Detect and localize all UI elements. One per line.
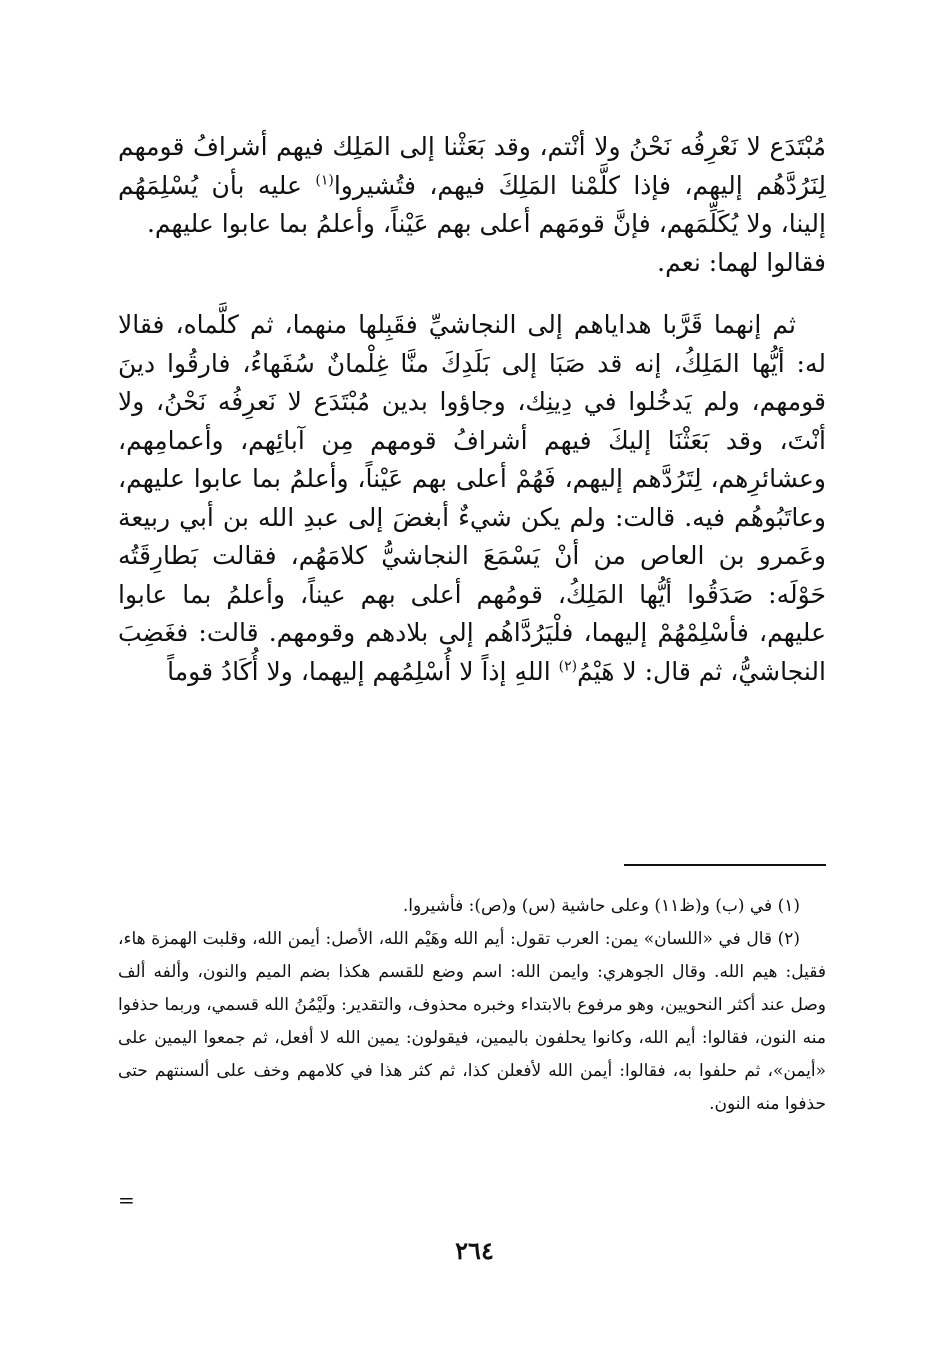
paragraph-1-text-end: عليه بأن يُسْلِمَهُم إلينا، ولا يُكَلِّمَهم، فإنَّ قومَهم أعلى بهم عَيْناً، وأعلمُ بما عابوا عليهم.: [118, 170, 826, 238]
footnote-1: (١) في (ب) و(ظ١١) وعلى حاشية (س) و(ص): فأشيروا.: [402, 896, 800, 916]
paragraph-gap: [118, 282, 826, 306]
footnote-continuation-mark: =: [118, 1188, 135, 1212]
paragraph-3: [118, 306, 826, 691]
paragraph-1: [118, 128, 826, 244]
main-text: [118, 128, 826, 691]
paragraph-3-text: ثم إنهما قَرَّبا هداياهم إلى النجاشيِّ فقَبِلها منهما، ثم كلَّماه، فقالا له: أيُّها المَلِكُ، إنه قد صَبَا إلى بَلَدِكَ منَّا غِلْمانٌ سُفَهاءُ، فارقُوا دينَ قومهم، ولم يَدخُلوا في دِينِك، وجاؤوا بدين مُبْتَدَع لا نَعرِفُه نَحْنُ، ولا أنْتَ، وقد بَعَثْنَا إليكَ فيهم أشرافُ قومهم مِن آبائِهم، وأعمامِهم، وعشائرِهم، لِتَرُدَّهم إليهم، فَهُمْ أعلى بهم عَيْناً، وأعلمُ بما عابوا عليهم، وعاتَبُوهُم فيه. قالت: ولم يكن شيءٌ أبغضَ إلى عبدِ الله بن أبي ربيعة وعَمرو بن العاص من أنْ يَسْمَعَ النجاشيُّ كلامَهُم، فقالت بَطارِقَتُه حَوْلَه: صَدَقُوا أيُّها المَلِكُ، قومُهم أعلى بهم عيناً، وأعلمُ بما عابوا عليهم، فأسْلِمْهُمْ إليهما، فلْيَرُدَّاهُم إلى بلادهم وقومهم. قالت: فغَضِبَ النجاشيُّ، ثم قال: لا هَيْمُ: [118, 310, 826, 686]
paragraph-2: فقالوا لهما: نعم.: [657, 247, 826, 277]
page-number: ٢٦٤: [455, 1236, 494, 1265]
footnote-separator: [624, 864, 826, 866]
footnotes: [118, 890, 826, 1121]
footnote-marker-1: (١): [315, 172, 334, 189]
paragraph-3-text-end: اللهِ إذاً لا أُسْلِمُهم إليهما، ولا أُكَادُ قوماً: [167, 656, 559, 686]
footnote-2: (٢) قال في «اللسان» يمن: العرب تقول: أيم الله وهَيْم الله، الأصل: أيمن الله، وقلبت الهمزة هاء، فقيل: هيم الله. وقال الجوهري: وايمن الله: اسم وضع للقسم هكذا بضم الميم والنون، وألفه ألف وصل عند أكثر النحويين، وهو مرفوع بالابتداء وخبره محذوف، والتقدير: ولَيْمُنُ الله قسمي، وربما حذفوا منه النون، فقالوا: أيم الله، وكانوا يحلفون باليمين، فيقولون: يمين الله لا أفعل، ثم جمعوا اليمين على «أيمن»، ثم حلفوا به، فقالوا: أيمن الله لأفعلن كذا، ثم كثر هذا في كلامهم وخف على ألسنتهم حتى حذفوا منه النون.: [118, 929, 826, 1114]
footnote-marker-2: (٢): [558, 658, 578, 675]
paragraph-1-text: مُبْتَدَع لا نَعْرِفُه نَحْنُ ولا أنْتم، وقد بَعَثْنا إلى المَلِك فيهم أشرافُ قومهم لِنَرُدَّهُم إليهم، فإذا كلَّمْنا المَلِكَ فيهم، فتُشيروا: [118, 132, 826, 200]
